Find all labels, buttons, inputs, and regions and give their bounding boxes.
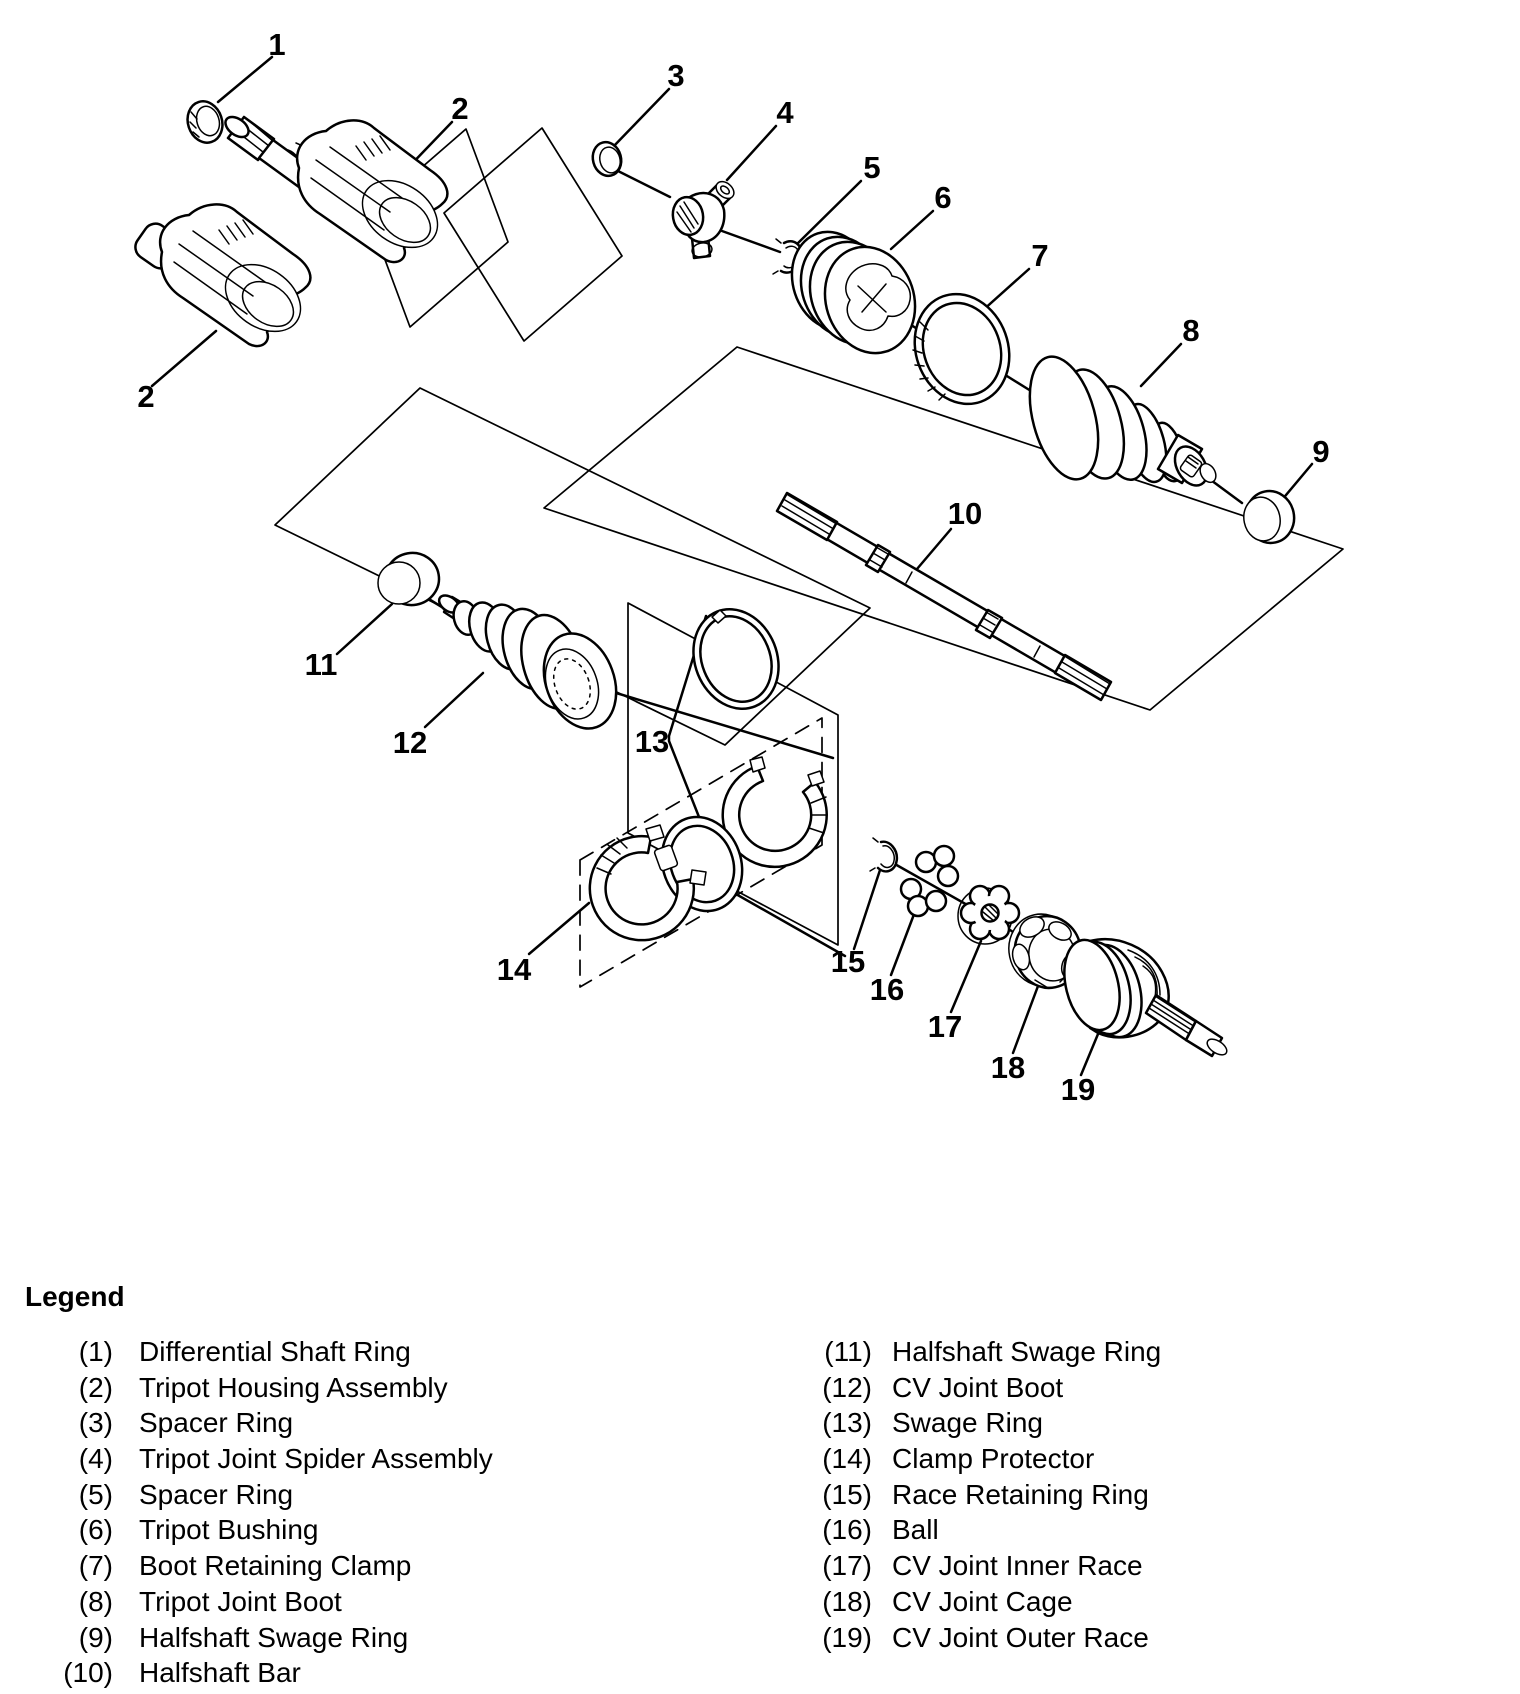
leader-11 (337, 604, 392, 654)
legend-item-number: (2) (78, 1371, 113, 1403)
legend-item-label: Spacer Ring (139, 1478, 294, 1510)
legend-item-5 (55, 1477, 493, 1513)
callout-7: 7 (1031, 238, 1049, 273)
legend-item-19 (782, 1620, 1161, 1656)
legend-item-number: (16) (822, 1514, 872, 1546)
legend-item-7 (55, 1548, 493, 1584)
leader-17 (951, 941, 981, 1012)
legend-item-13 (782, 1405, 1161, 1441)
legend-item-label: CV Joint Boot (892, 1371, 1064, 1403)
leader-3 (612, 89, 669, 148)
callout-16: 16 (869, 972, 905, 1007)
legend-item-15 (782, 1477, 1161, 1513)
legend-item-number: (4) (78, 1443, 113, 1475)
legend-right-column (782, 1334, 1161, 1655)
part-12-cv-joint-boot (436, 592, 629, 739)
callout-5: 5 (863, 150, 881, 185)
callout-11: 11 (304, 647, 338, 682)
part-10-halfshaft-bar (777, 493, 1111, 700)
leader-10 (917, 529, 951, 569)
callout-10: 10 (947, 496, 983, 531)
legend-item-6 (55, 1512, 493, 1548)
legend-item-11 (782, 1334, 1161, 1370)
part-19-cv-joint-outer-race (1056, 934, 1230, 1058)
callout-3: 3 (667, 58, 685, 93)
legend-item-label: Boot Retaining Clamp (139, 1550, 412, 1582)
part-14-clamp-protector (590, 757, 827, 940)
legend-item-number: (8) (78, 1585, 113, 1617)
callout-2-upper: 2 (451, 91, 469, 126)
callout-17: 17 (927, 1009, 963, 1044)
legend-item-label: Swage Ring (892, 1407, 1043, 1439)
legend-item-label: Tripot Joint Spider Assembly (139, 1443, 493, 1475)
callout-6: 6 (934, 180, 952, 215)
part-13-swage-ring (679, 596, 793, 721)
legend-item-label: CV Joint Outer Race (892, 1621, 1149, 1653)
callout-9: 9 (1312, 434, 1330, 469)
callout-15: 15 (830, 944, 866, 979)
legend-item-number: (18) (822, 1585, 872, 1617)
callout-13: 13 (634, 724, 670, 759)
legend-item-1 (55, 1334, 493, 1370)
part-9-halfshaft-swage-ring (1240, 487, 1299, 548)
legend-title: Legend (25, 1281, 125, 1312)
callout-18: 18 (990, 1050, 1026, 1085)
legend-item-label: Spacer Ring (139, 1407, 294, 1439)
legend-item-2 (55, 1370, 493, 1406)
leader-18 (1013, 978, 1041, 1053)
legend-item-3 (55, 1405, 493, 1441)
leader-12 (425, 673, 483, 727)
legend-item-number: (6) (78, 1514, 113, 1546)
part-6-tripot-bushing (780, 221, 929, 365)
leader-16 (891, 909, 916, 975)
legend-item-number: (1) (78, 1336, 113, 1367)
callout-14: 14 (496, 952, 532, 987)
legend-item-number: (3) (78, 1407, 113, 1439)
legend-left-column (55, 1334, 493, 1691)
callout-2-lower: 2 (137, 379, 155, 414)
legend-item-number: (13) (822, 1407, 872, 1439)
callout-1: 1 (268, 27, 286, 62)
legend-item-label: Halfshaft Bar (139, 1657, 301, 1689)
part-16-balls (901, 846, 958, 916)
leader-2-lower (152, 331, 216, 386)
callout-12: 12 (392, 725, 428, 760)
legend-item-number: (9) (78, 1621, 113, 1653)
legend-item-number: (17) (822, 1550, 872, 1582)
legend-item-label: Ball (892, 1514, 939, 1546)
leader-1 (218, 57, 272, 102)
part-11-halfshaft-swage-ring (378, 549, 443, 610)
legend-item-label: CV Joint Inner Race (892, 1550, 1143, 1582)
part-1-differential-shaft-ring (182, 97, 227, 147)
leader-4 (727, 126, 776, 180)
legend-item-14 (782, 1441, 1161, 1477)
legend-item-label: Tripot Joint Boot (139, 1585, 342, 1617)
legend-item-label: Clamp Protector (892, 1443, 1095, 1475)
legend-item-label: Tripot Housing Assembly (139, 1371, 448, 1403)
legend-item-12 (782, 1370, 1161, 1406)
part-17-cv-joint-inner-race (958, 886, 1019, 944)
legend-item-label: Race Retaining Ring (892, 1478, 1149, 1510)
legend-item-17 (782, 1548, 1161, 1584)
legend-item-label: Halfshaft Swage Ring (892, 1336, 1162, 1367)
plane-middle-shaft (544, 347, 1343, 710)
callout-4: 4 (776, 95, 794, 130)
legend-item-number: (7) (78, 1550, 113, 1582)
part-4-tripot-spider (670, 178, 737, 258)
part-15-race-retaining-ring (870, 838, 897, 871)
legend-item-number: (19) (822, 1621, 872, 1653)
leader-8 (1141, 344, 1181, 386)
legend-item-label: Halfshaft Swage Ring (139, 1621, 409, 1653)
legend-item-10 (55, 1655, 493, 1691)
legend-item-number: (15) (822, 1478, 872, 1510)
legend-item-number: (12) (822, 1371, 872, 1403)
legend-item-9 (55, 1620, 493, 1656)
callout-8: 8 (1182, 313, 1200, 348)
legend-item-16 (782, 1512, 1161, 1548)
leader-15 (854, 867, 881, 949)
part-7-boot-retaining-clamp (900, 281, 1025, 418)
part-8-tripot-joint-boot (1018, 349, 1219, 491)
legend-item-label: Differential Shaft Ring (139, 1336, 411, 1367)
callout-19: 19 (1060, 1072, 1096, 1107)
legend-item-number: (10) (63, 1657, 113, 1689)
leader-6 (891, 211, 933, 249)
legend-item-number: (5) (78, 1478, 113, 1510)
legend-item-4 (55, 1441, 493, 1477)
legend-item-label: CV Joint Cage (892, 1585, 1073, 1617)
legend-item-label: Tripot Bushing (139, 1514, 319, 1546)
legend-item-8 (55, 1584, 493, 1620)
legend-item-18 (782, 1584, 1161, 1620)
part-2-tripot-housing-lower (131, 204, 313, 346)
legend-item-number: (14) (822, 1443, 872, 1475)
legend-item-number: (11) (824, 1336, 872, 1367)
